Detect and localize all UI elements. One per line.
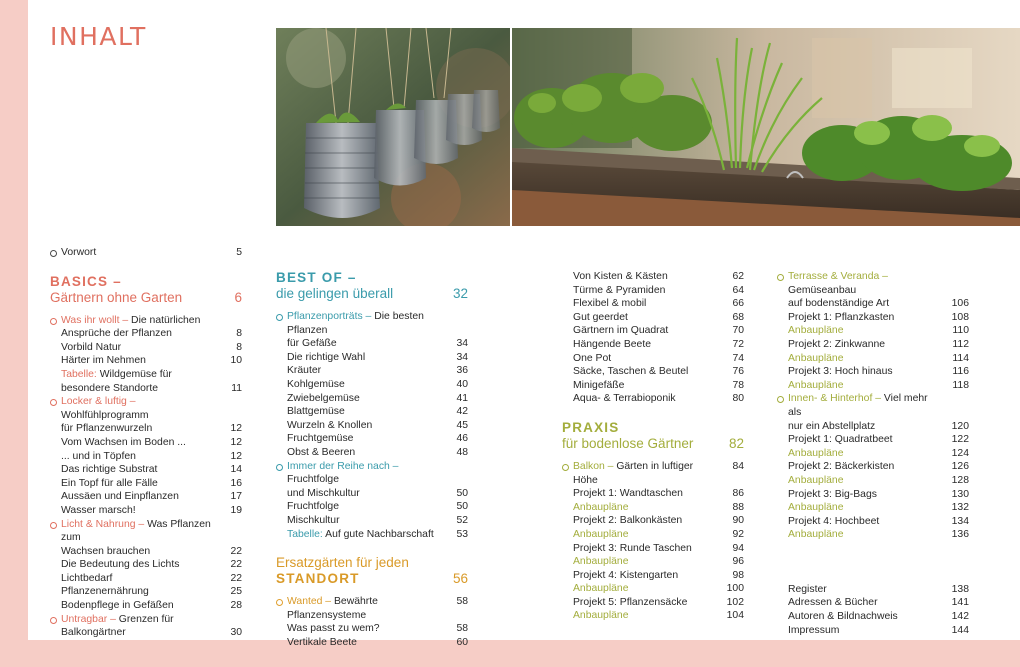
toc-column-2	[276, 270, 468, 649]
hanging-bottle-planters-photo	[276, 28, 510, 226]
toc-entry[interactable]	[50, 436, 242, 450]
chapter-title: Licht & Nahrung –	[61, 518, 145, 530]
entry-title: nur ein Abstellplatz	[788, 420, 876, 432]
entry-title: Register	[788, 583, 827, 595]
entry-title: Ein Topf für alle Fälle	[61, 477, 158, 489]
entry-title: Das richtige Substrat	[61, 464, 158, 476]
page-number: 120	[951, 420, 969, 432]
toc-entry[interactable]	[562, 392, 744, 406]
page-number: 8	[236, 328, 242, 340]
page-number: 11	[231, 382, 242, 394]
page-number: 58	[456, 623, 468, 635]
section-heading: PRAXIS	[562, 419, 620, 435]
entry-title: Adressen & Bücher	[788, 597, 878, 609]
toc-entry[interactable]	[50, 382, 242, 396]
toc-entry-vorwort[interactable]	[50, 246, 242, 260]
entry-title: und Mischkultur	[287, 487, 360, 499]
balcony-herb-box-photo	[512, 28, 1020, 226]
entry-title: Impressum	[788, 624, 840, 636]
section-page-number: 32	[452, 286, 468, 301]
page-number: 48	[456, 446, 468, 458]
page-number: 74	[732, 352, 744, 364]
entry-title: Wasser marsch!	[61, 504, 136, 516]
section-page-number: 6	[234, 289, 242, 305]
page-number: 116	[952, 366, 969, 378]
page-number: 141	[951, 597, 969, 609]
toc-entry[interactable]	[777, 515, 969, 529]
entry-title: Autoren & Bildnachweis	[788, 611, 898, 623]
page-number: 34	[456, 338, 468, 350]
entry-title: Vorbild Natur	[61, 341, 122, 353]
toc-entry[interactable]	[777, 392, 969, 419]
toc-entry[interactable]	[562, 460, 744, 487]
page-number: 14	[230, 464, 242, 476]
toc-entry[interactable]	[562, 365, 744, 379]
entry-title: Fruchtgemüse	[287, 433, 354, 445]
toc-entry[interactable]	[562, 582, 744, 596]
section-subheading: für bodenlose Gärtner	[562, 435, 694, 451]
toc-entry[interactable]	[276, 622, 468, 636]
page-number: 22	[230, 559, 242, 571]
entry-title: Projekt 2: Bäckerkisten	[788, 461, 895, 473]
toc-entry[interactable]	[50, 395, 242, 422]
page-number: 118	[952, 379, 969, 391]
section-best-of[interactable]	[276, 270, 468, 302]
section-heading: BASICS –	[50, 273, 122, 289]
entry-title: Gärten in luftiger Höhe	[573, 460, 694, 486]
page-number: 22	[230, 545, 242, 557]
toc-entry[interactable]	[50, 545, 242, 559]
page-number: 96	[732, 556, 744, 568]
page-number: 100	[726, 583, 744, 595]
page-number: 17	[230, 491, 242, 503]
section-praxis[interactable]	[562, 420, 744, 452]
entry-title: Auf gute Nachbarschaft	[322, 528, 434, 540]
toc-entry[interactable]	[50, 314, 242, 328]
toc-entry[interactable]	[50, 463, 242, 477]
plan-label: Anbaupläne	[788, 529, 844, 541]
page-number: 142	[951, 611, 969, 623]
entry-title: Gärtnern im Quadrat	[573, 325, 669, 337]
section-page-number: 56	[452, 571, 468, 587]
section-heading: BEST OF –	[276, 270, 357, 285]
entry-title: auf bodenständige Art	[788, 298, 890, 310]
toc-entry[interactable]	[276, 514, 468, 528]
toc-entry[interactable]	[276, 419, 468, 433]
page-number: 80	[732, 393, 744, 405]
page-number: 5	[236, 247, 242, 258]
toc-entry[interactable]	[562, 542, 744, 556]
page-number: 92	[732, 528, 744, 540]
section-heading: STANDORT	[276, 571, 360, 587]
toc-entry[interactable]	[50, 490, 242, 504]
toc-entry[interactable]	[276, 310, 468, 337]
page-number: 50	[456, 487, 468, 499]
toc-entry[interactable]	[777, 528, 969, 542]
toc-entry[interactable]	[50, 354, 242, 368]
section-page-number: 82	[728, 435, 744, 451]
toc-entry[interactable]	[777, 433, 969, 447]
toc-entry[interactable]	[777, 311, 969, 325]
plan-label: Anbaupläne	[788, 447, 844, 459]
toc-entry[interactable]	[50, 518, 242, 545]
page-number: 86	[732, 488, 744, 500]
toc-entry[interactable]	[562, 514, 744, 528]
toc-entry[interactable]	[777, 338, 969, 352]
toc-entry[interactable]	[562, 501, 744, 515]
toc-entry[interactable]	[562, 569, 744, 583]
plan-label: Anbaupläne	[788, 502, 844, 514]
toc-entry[interactable]	[562, 270, 744, 284]
toc-entry[interactable]	[50, 613, 242, 627]
entry-title: Vom Wachsen im Boden ...	[61, 436, 186, 448]
chapter-title: Locker & luftig –	[61, 396, 136, 408]
page-number: 122	[951, 434, 969, 446]
entry-title: Projekt 1: Quadratbeet	[788, 434, 893, 446]
entry-title: Mischkultur	[287, 514, 340, 526]
toc-entry[interactable]	[50, 368, 242, 382]
toc-entry[interactable]	[777, 324, 969, 338]
toc-entry[interactable]	[50, 477, 242, 491]
page-number: 8	[236, 341, 242, 353]
entry-title: Gut geerdet	[573, 311, 628, 323]
page-number: 42	[456, 406, 468, 418]
chapter-title: Balkon –	[573, 460, 614, 472]
table-label: Tabelle:	[287, 528, 323, 540]
section-basics[interactable]	[50, 274, 242, 306]
entry-title: Vorwort	[61, 247, 97, 258]
page-number: 94	[732, 542, 744, 554]
toc-entry[interactable]	[276, 528, 468, 542]
toc-page	[28, 0, 1020, 648]
toc-entry[interactable]	[562, 596, 744, 610]
toc-entry[interactable]	[276, 487, 468, 501]
entry-title: Obst & Beeren	[287, 446, 356, 458]
entry-title: Zwiebelgemüse	[287, 392, 360, 404]
entry-title: Die natürlichen	[128, 314, 201, 326]
entry-title: Was passt zu wem?	[287, 623, 380, 635]
plan-label: Anbaupläne	[573, 583, 629, 595]
plan-label: Anbaupläne	[573, 528, 629, 540]
page-number: 126	[951, 461, 969, 473]
toc-entry[interactable]	[276, 378, 468, 392]
page-number: 136	[951, 529, 969, 541]
toc-entry[interactable]	[50, 327, 242, 341]
page-number: 41	[456, 392, 468, 404]
page-number: 60	[456, 636, 468, 648]
entry-title: Projekt 3: Hoch hinaus	[788, 366, 893, 378]
toc-entry[interactable]	[276, 392, 468, 406]
page-number: 76	[732, 366, 744, 378]
entry-title: Blattgemüse	[287, 406, 345, 418]
toc-entry[interactable]	[276, 432, 468, 446]
toc-entry[interactable]	[562, 609, 744, 623]
entry-title: Wurzeln & Knollen	[287, 419, 373, 431]
page-number: 50	[456, 501, 468, 513]
entry-title: Projekt 2: Zinkwanne	[788, 338, 886, 350]
entry-title: Kräuter	[287, 365, 322, 377]
page-number: 12	[230, 450, 242, 462]
entry-title: Wohlfühlprogramm	[61, 409, 149, 421]
page-number: 84	[732, 460, 744, 472]
page-number: 36	[456, 365, 468, 377]
toc-entry[interactable]	[562, 352, 744, 366]
entry-title: Bewährte Pflanzensysteme	[287, 596, 378, 621]
toc-entry[interactable]	[276, 364, 468, 378]
table-label: Tabelle:	[61, 368, 97, 380]
page-number: 64	[732, 284, 744, 296]
toc-entry[interactable]	[50, 585, 242, 599]
toc-entry[interactable]	[562, 284, 744, 298]
page-number: 46	[456, 433, 468, 445]
page-number: 128	[951, 474, 969, 486]
entry-title: Fruchtfolge	[287, 501, 339, 513]
entry-title: Was Pflanzen zum	[61, 518, 211, 544]
page-number: 108	[951, 311, 969, 323]
entry-title: für Pflanzenwurzeln	[61, 423, 153, 435]
toc-entry[interactable]	[50, 341, 242, 355]
plan-label: Anbaupläne	[573, 556, 629, 568]
entry-title: ... und in Töpfen	[61, 450, 136, 462]
entry-title: Kohlgemüse	[287, 378, 345, 390]
toc-column-3	[562, 270, 744, 623]
page-number: 106	[951, 298, 969, 310]
entry-title: Projekt 3: Runde Taschen	[573, 542, 692, 554]
page-number: 62	[732, 271, 744, 282]
toc-entry[interactable]	[777, 447, 969, 461]
toc-entry[interactable]	[50, 422, 242, 436]
entry-title: Projekt 1: Wandtaschen	[573, 488, 683, 500]
page-number: 112	[952, 338, 969, 350]
entry-title: besondere Standorte	[61, 382, 159, 394]
toc-entry-autoren[interactable]	[777, 610, 969, 624]
entry-title: One Pot	[573, 352, 612, 364]
page-number: 138	[951, 583, 969, 595]
page-number: 12	[230, 423, 242, 435]
entry-title: Bodenpflege in Gefäßen	[61, 600, 174, 612]
page-number: 22	[230, 572, 242, 584]
entry-title: Projekt 2: Balkonkästen	[573, 515, 683, 527]
toc-entry[interactable]	[777, 420, 969, 434]
entry-title: Aussäen und Einpflanzen	[61, 491, 179, 503]
toc-entry[interactable]	[276, 500, 468, 514]
page-number: 28	[230, 600, 242, 612]
section-ersatzgaerten[interactable]	[276, 555, 468, 587]
toc-entry[interactable]	[562, 487, 744, 501]
entry-title: Ansprüche der Pflanzen	[61, 328, 172, 340]
toc-entry[interactable]	[777, 270, 969, 297]
entry-title: Türme & Pyramiden	[573, 284, 666, 296]
entry-title: Pflanzenernährung	[61, 586, 149, 598]
chapter-title: Immer der Reihe nach –	[287, 460, 399, 472]
entry-title: Grenzen für	[115, 613, 174, 625]
toc-entry[interactable]	[777, 379, 969, 393]
page-number: 66	[732, 298, 744, 310]
page-number: 132	[951, 502, 969, 514]
page-number: 88	[732, 501, 744, 513]
page-number: 52	[456, 514, 468, 526]
page-number: 98	[732, 569, 744, 581]
toc-entry[interactable]	[50, 626, 242, 640]
entry-title: Fruchtfolge	[287, 474, 339, 486]
page-number: 144	[951, 624, 969, 636]
entry-title: Minigefäße	[573, 379, 625, 391]
toc-entry[interactable]	[276, 446, 468, 460]
toc-entry[interactable]	[777, 474, 969, 488]
chapter-title: Was ihr wollt –	[61, 314, 129, 326]
entry-title: Härter im Nehmen	[61, 355, 146, 367]
plan-label: Anbaupläne	[788, 474, 844, 486]
entry-title: Die Bedeutung des Lichts	[61, 559, 180, 571]
page-number: 110	[952, 325, 969, 337]
page-number: 12	[230, 436, 242, 448]
plan-label: Anbaupläne	[573, 501, 629, 513]
entry-title: für Gefäße	[287, 338, 337, 350]
toc-entry[interactable]	[50, 504, 242, 518]
entry-title: Aqua- & Terrabioponik	[573, 393, 676, 405]
page-number: 19	[230, 504, 242, 516]
entry-title: Flexibel & mobil	[573, 298, 647, 310]
page-number: 78	[732, 379, 744, 391]
toc-entry[interactable]	[50, 450, 242, 464]
page-number: 104	[726, 610, 744, 622]
toc-column-4	[777, 270, 969, 637]
page-number: 114	[952, 352, 969, 364]
toc-entry[interactable]	[777, 460, 969, 474]
chapter-title: Pflanzenporträts –	[287, 311, 372, 322]
chapter-title: Terrasse & Veranda –	[788, 271, 888, 282]
entry-title: Projekt 3: Big-Bags	[788, 488, 877, 500]
plan-label: Anbaupläne	[788, 379, 844, 391]
section-subheading: Gärtnern ohne Garten	[50, 289, 183, 305]
section-subheading: Ersatzgärten für jeden	[276, 555, 409, 571]
page-number: 58	[456, 596, 468, 608]
entry-title: Vertikale Beete	[287, 636, 357, 648]
entry-title: Projekt 1: Pflanzkasten	[788, 311, 895, 323]
page-number: 72	[732, 338, 744, 350]
entry-title: Balkongärtner	[61, 627, 126, 639]
page-number: 30	[230, 627, 242, 639]
entry-title: Die besten Pflanzen	[287, 311, 424, 336]
entry-title: Projekt 4: Hochbeet	[788, 515, 880, 527]
page-number: 70	[732, 325, 744, 337]
entry-title: Projekt 5: Pflanzensäcke	[573, 596, 688, 608]
toc-entry-adressen[interactable]	[777, 596, 969, 610]
page-title: INHALT	[50, 22, 147, 51]
toc-entry-register[interactable]	[777, 583, 969, 597]
toc-entry[interactable]	[562, 379, 744, 393]
entry-title: Wachsen brauchen	[61, 545, 151, 557]
toc-entry[interactable]	[276, 351, 468, 365]
entry-title: Hängende Beete	[573, 338, 651, 350]
toc-entry[interactable]	[562, 311, 744, 325]
page-number: 34	[456, 351, 468, 363]
toc-entry[interactable]	[777, 365, 969, 379]
entry-title: Säcke, Taschen & Beutel	[573, 366, 689, 378]
toc-entry[interactable]	[562, 338, 744, 352]
toc-entry[interactable]	[50, 558, 242, 572]
entry-title: Die richtige Wahl	[287, 351, 366, 363]
toc-entry[interactable]	[50, 599, 242, 613]
toc-entry[interactable]	[777, 352, 969, 366]
toc-entry[interactable]	[777, 297, 969, 311]
toc-entry-impressum[interactable]	[777, 624, 969, 638]
entry-title: Lichtbedarf	[61, 572, 113, 584]
page-number: 25	[230, 586, 242, 598]
toc-entry[interactable]	[276, 460, 468, 487]
page-number: 90	[732, 515, 744, 527]
entry-title: Projekt 4: Kistengarten	[573, 569, 679, 581]
page-number: 130	[951, 488, 969, 500]
toc-entry[interactable]	[276, 636, 468, 650]
page-number: 53	[456, 528, 468, 540]
page-number: 10	[230, 355, 242, 367]
toc-entry[interactable]	[276, 405, 468, 419]
page-number: 45	[456, 419, 468, 431]
toc-entry[interactable]	[562, 297, 744, 311]
toc-entry[interactable]	[777, 488, 969, 502]
entry-title: Wildgemüse für	[96, 368, 172, 380]
page-number: 16	[230, 477, 242, 489]
chapter-title: Innen- & Hinterhof –	[788, 393, 881, 405]
plan-label: Anbaupläne	[788, 325, 844, 337]
entry-title: Gemüseanbau	[788, 284, 857, 296]
toc-entry[interactable]	[276, 337, 468, 351]
entry-title: Von Kisten & Kästen	[573, 271, 668, 282]
toc-entry[interactable]	[562, 324, 744, 338]
toc-entry[interactable]	[562, 555, 744, 569]
page-number: 134	[951, 515, 969, 527]
toc-entry[interactable]	[50, 572, 242, 586]
toc-entry[interactable]	[777, 501, 969, 515]
chapter-title: Untragbar –	[61, 613, 116, 625]
toc-entry[interactable]	[562, 528, 744, 542]
page-number: 40	[456, 378, 468, 390]
section-subheading: die gelingen überall	[276, 286, 394, 301]
toc-column-1	[50, 246, 242, 640]
chapter-title: Wanted –	[287, 596, 332, 608]
page-number: 124	[951, 447, 969, 459]
toc-entry[interactable]	[276, 595, 468, 622]
plan-label: Anbaupläne	[573, 610, 629, 622]
page-number: 68	[732, 311, 744, 323]
plan-label: Anbaupläne	[788, 352, 844, 364]
page-number: 102	[726, 596, 744, 608]
entry-title: Viel mehr als	[788, 393, 928, 418]
